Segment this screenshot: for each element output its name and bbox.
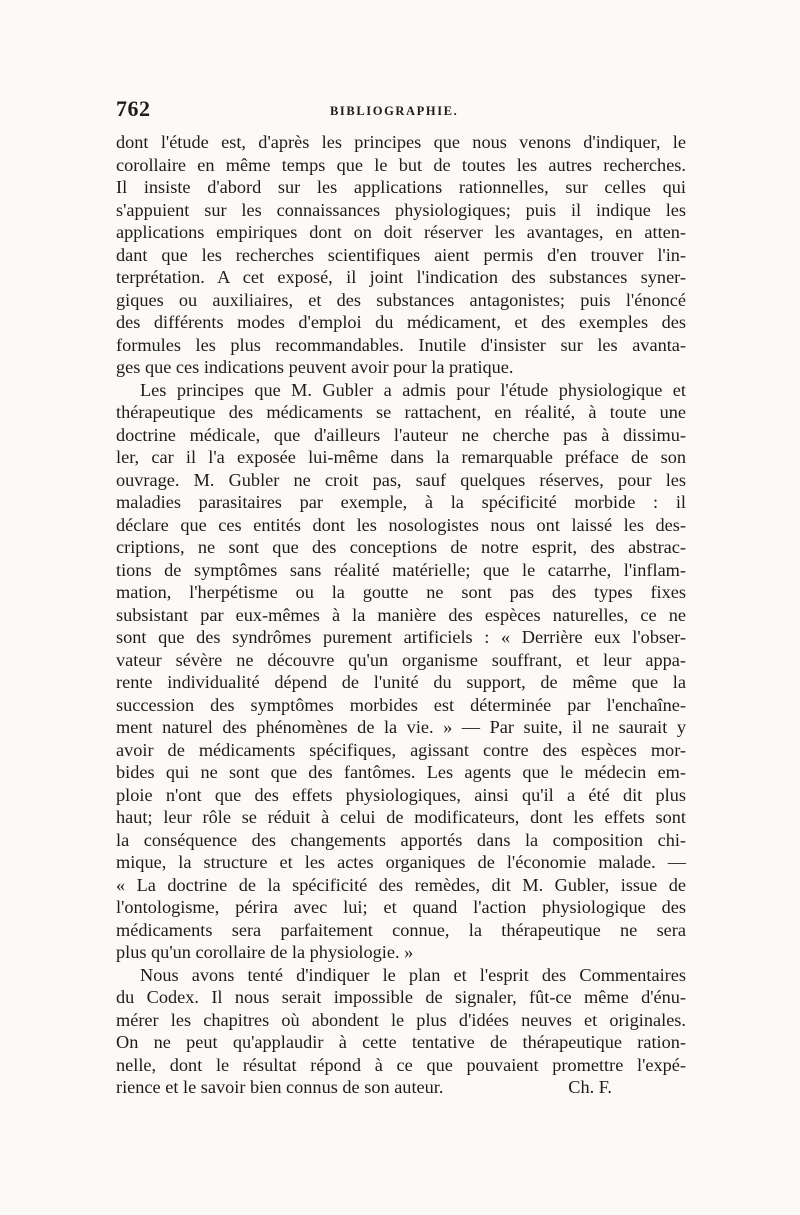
text-line: rience et le savoir bien connus de son auteur. bbox=[116, 1077, 444, 1097]
text-line-with-signature bbox=[116, 1076, 686, 1099]
text-line: corollaire en même temps que le but de toutes les autres recherches. bbox=[116, 154, 686, 175]
page-number: 762 bbox=[116, 96, 151, 121]
text-line: ges que ces indications peuvent avoir pour la pratique. bbox=[116, 357, 514, 377]
text-line: du Codex. Il nous serait impossible de signaler, fût-ce même d'énu- bbox=[116, 987, 686, 1007]
text-line: formules les plus recommandables. Inutile d'insister sur les avanta- bbox=[116, 334, 686, 355]
body-text bbox=[116, 131, 686, 1099]
text-line: avoir de médicaments spécifiques, agissant contre des espèces mor- bbox=[116, 739, 686, 760]
text-line: On ne peut qu'applaudir à cette tentative de thérapeutique ration- bbox=[116, 1032, 686, 1052]
text-line: vateur sévère ne découvre qu'un organisme souffrant, et leur appa- bbox=[116, 649, 686, 670]
text-line: maladies parasitaires par exemple, à la spécificité morbide : il bbox=[116, 492, 686, 512]
text-line: rente individualité dépend de l'unité du support, de même que la bbox=[116, 672, 686, 692]
text-line: terprétation. A cet exposé, il joint l'indication des substances syner- bbox=[116, 267, 686, 287]
text-line: applications empiriques dont on doit réserver les avantages, en atten- bbox=[116, 222, 686, 242]
text-line: subsistant par eux-mêmes à la manière des espèces naturelles, ce ne bbox=[116, 604, 686, 625]
text-line: Nous avons tenté d'indiquer le plan et l'esprit des Commentaires bbox=[140, 964, 686, 985]
text-line: sont que des syndrômes purement artificiels : « Derrière eux l'obser- bbox=[116, 627, 686, 647]
text-line: la conséquence des changements apportés dans la composition chi- bbox=[116, 829, 686, 850]
text-line: nelle, dont le résultat répond à ce que pouvaient promettre l'expé- bbox=[116, 1054, 686, 1075]
text-line: doctrine médicale, que d'ailleurs l'auteur ne cherche pas à dissimu- bbox=[116, 424, 686, 445]
text-line: mique, la structure et les actes organiques de l'économie malade. — bbox=[116, 852, 686, 872]
text-line: tions de symptômes sans réalité matérielle; que le catarrhe, l'inflam- bbox=[116, 559, 686, 580]
text-line: ouvrage. M. Gubler ne croit pas, sauf quelques réserves, pour les bbox=[116, 469, 686, 490]
text-line: succession des symptômes morbides est déterminée par l'enchaîne- bbox=[116, 694, 686, 715]
text-line: l'ontologisme, périra avec lui; et quand l'action physiologique des bbox=[116, 897, 686, 917]
text-line: haut; leur rôle se réduit à celui de modificateurs, dont les effets sont bbox=[116, 807, 686, 827]
text-line: « La doctrine de la spécificité des remèdes, dit M. Gubler, issue de bbox=[116, 874, 686, 895]
author-signature: Ch. F. bbox=[568, 1077, 612, 1097]
text-line: plus qu'un corollaire de la physiologie. » bbox=[116, 942, 414, 962]
text-line: déclare que ces entités dont les nosologistes nous ont laissé les des- bbox=[116, 514, 686, 535]
running-head: BIBLIOGRAPHIE. bbox=[330, 104, 459, 118]
text-line: ment naturel des phénomènes de la vie. » — Par suite, il ne saurait y bbox=[116, 717, 686, 737]
text-line: thérapeutique des médicaments se rattachent, en réalité, à toute une bbox=[116, 402, 686, 422]
text-line: mérer les chapitres où abondent le plus d'idées neuves et originales. bbox=[116, 1009, 686, 1030]
text-line: Il insiste d'abord sur les applications rationnelles, sur celles qui bbox=[116, 177, 686, 197]
page-header bbox=[116, 96, 686, 126]
text-line: bides qui ne sont que des fantômes. Les agents que le médecin em- bbox=[116, 762, 686, 782]
text-line: criptions, ne sont que des conceptions de notre esprit, des abstrac- bbox=[116, 537, 686, 557]
text-line: des différents modes d'emploi du médicament, et des exemples des bbox=[116, 312, 686, 332]
text-line: ploie n'ont que des effets physiologiques, ainsi qu'il a été dit plus bbox=[116, 784, 686, 805]
text-line: mation, l'herpétisme ou la goutte ne sont pas des types fixes bbox=[116, 582, 686, 602]
text-line: giques ou auxiliaires, et des substances antagonistes; puis l'énoncé bbox=[116, 289, 686, 310]
text-line: médicaments sera parfaitement connue, la thérapeutique ne sera bbox=[116, 919, 686, 940]
text-line: Les principes que M. Gubler a admis pour l'étude physiologique et bbox=[140, 379, 686, 400]
text-line: dant que les recherches scientifiques aient permis d'en trouver l'in- bbox=[116, 244, 686, 265]
text-line: dont l'étude est, d'après les principes que nous venons d'indiquer, le bbox=[116, 132, 686, 152]
text-line: s'appuient sur les connaissances physiologiques; puis il indique les bbox=[116, 199, 686, 220]
text-line: ler, car il l'a exposée lui-même dans la remarquable préface de son bbox=[116, 447, 686, 467]
